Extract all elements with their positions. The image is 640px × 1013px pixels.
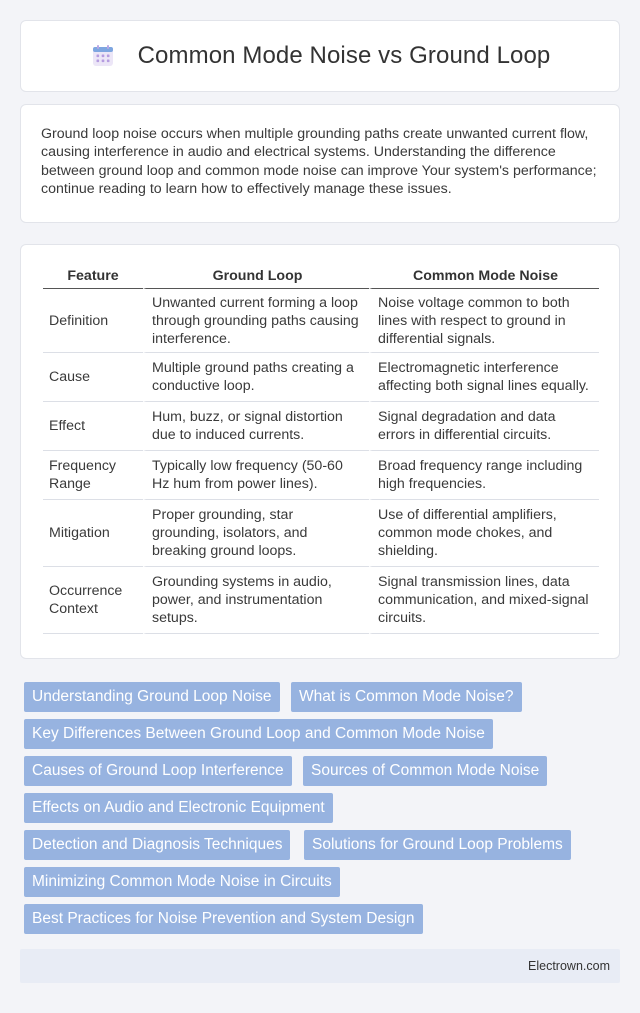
tag-key-differences[interactable]: Key Differences Between Ground Loop and Common Mode Noise — [24, 719, 493, 749]
header-common-mode-noise: Common Mode Noise — [369, 267, 599, 289]
table-row — [43, 353, 599, 402]
tag-understanding-ground-loop-noise[interactable]: Understanding Ground Loop Noise — [24, 682, 280, 712]
row-feature: Mitigation — [43, 500, 143, 567]
tag-what-is-common-mode-noise[interactable]: What is Common Mode Noise? — [291, 682, 522, 712]
row-common-mode: Broad frequency range including high frequencies. — [369, 451, 599, 500]
comparison-table — [43, 267, 599, 634]
page-title: Common Mode Noise vs Ground Loop — [137, 42, 551, 69]
tag-effects-on-audio[interactable]: Effects on Audio and Electronic Equipment — [24, 793, 333, 823]
row-ground-loop: Hum, buzz, or signal distortion due to induced currents. — [143, 402, 369, 451]
footer-brand: Electrown.com — [528, 959, 610, 973]
tag-causes-of-ground-loop-interference[interactable]: Causes of Ground Loop Interference — [24, 756, 292, 786]
row-ground-loop: Typically low frequency (50-60 Hz hum from power lines). — [143, 451, 369, 500]
comparison-table-card — [20, 244, 620, 659]
row-ground-loop: Grounding systems in audio, power, and instrumentation setups. — [143, 567, 369, 634]
tag-detection-and-diagnosis[interactable]: Detection and Diagnosis Techniques — [24, 830, 290, 860]
table-header-row — [43, 267, 599, 289]
header-ground-loop: Ground Loop — [143, 267, 369, 289]
table-row — [43, 500, 599, 567]
table-row — [43, 567, 599, 634]
intro-card — [20, 104, 620, 223]
row-common-mode: Signal degradation and data errors in differential circuits. — [369, 402, 599, 451]
tag-solutions-for-ground-loop[interactable]: Solutions for Ground Loop Problems — [304, 830, 571, 860]
table-row — [43, 402, 599, 451]
row-feature: Frequency Range — [43, 451, 143, 500]
row-ground-loop: Multiple ground paths creating a conductive loop. — [143, 353, 369, 402]
tag-best-practices[interactable]: Best Practices for Noise Prevention and System Design — [24, 904, 423, 934]
row-common-mode: Electromagnetic interference affecting both signal lines equally. — [369, 353, 599, 402]
header-feature: Feature — [43, 267, 143, 289]
table-row — [43, 451, 599, 500]
table-row — [43, 289, 599, 353]
calendar-icon — [90, 43, 116, 69]
row-feature: Definition — [43, 289, 143, 353]
row-feature: Occurrence Context — [43, 567, 143, 634]
row-common-mode: Use of differential amplifiers, common mode chokes, and shielding. — [369, 500, 599, 567]
row-feature: Cause — [43, 353, 143, 402]
row-common-mode: Signal transmission lines, data communication, and mixed-signal circuits. — [369, 567, 599, 634]
tag-minimizing-common-mode-noise[interactable]: Minimizing Common Mode Noise in Circuits — [24, 867, 340, 897]
row-common-mode: Noise voltage common to both lines with respect to ground in differential signals. — [369, 289, 599, 353]
footer — [20, 949, 620, 983]
row-feature: Effect — [43, 402, 143, 451]
intro-text: Ground loop noise occurs when multiple grounding paths create unwanted current flow, causing interference in audio and electrical systems. Understanding the difference between ground loop and common mode noise can improve Your system's performance; continue reading to learn how to effectively manage these issues. — [41, 126, 597, 197]
title-card — [20, 20, 620, 92]
row-ground-loop: Unwanted current forming a loop through grounding paths causing interference. — [143, 289, 369, 353]
tag-sources-of-common-mode-noise[interactable]: Sources of Common Mode Noise — [303, 756, 547, 786]
row-ground-loop: Proper grounding, star grounding, isolators, and breaking ground loops. — [143, 500, 369, 567]
